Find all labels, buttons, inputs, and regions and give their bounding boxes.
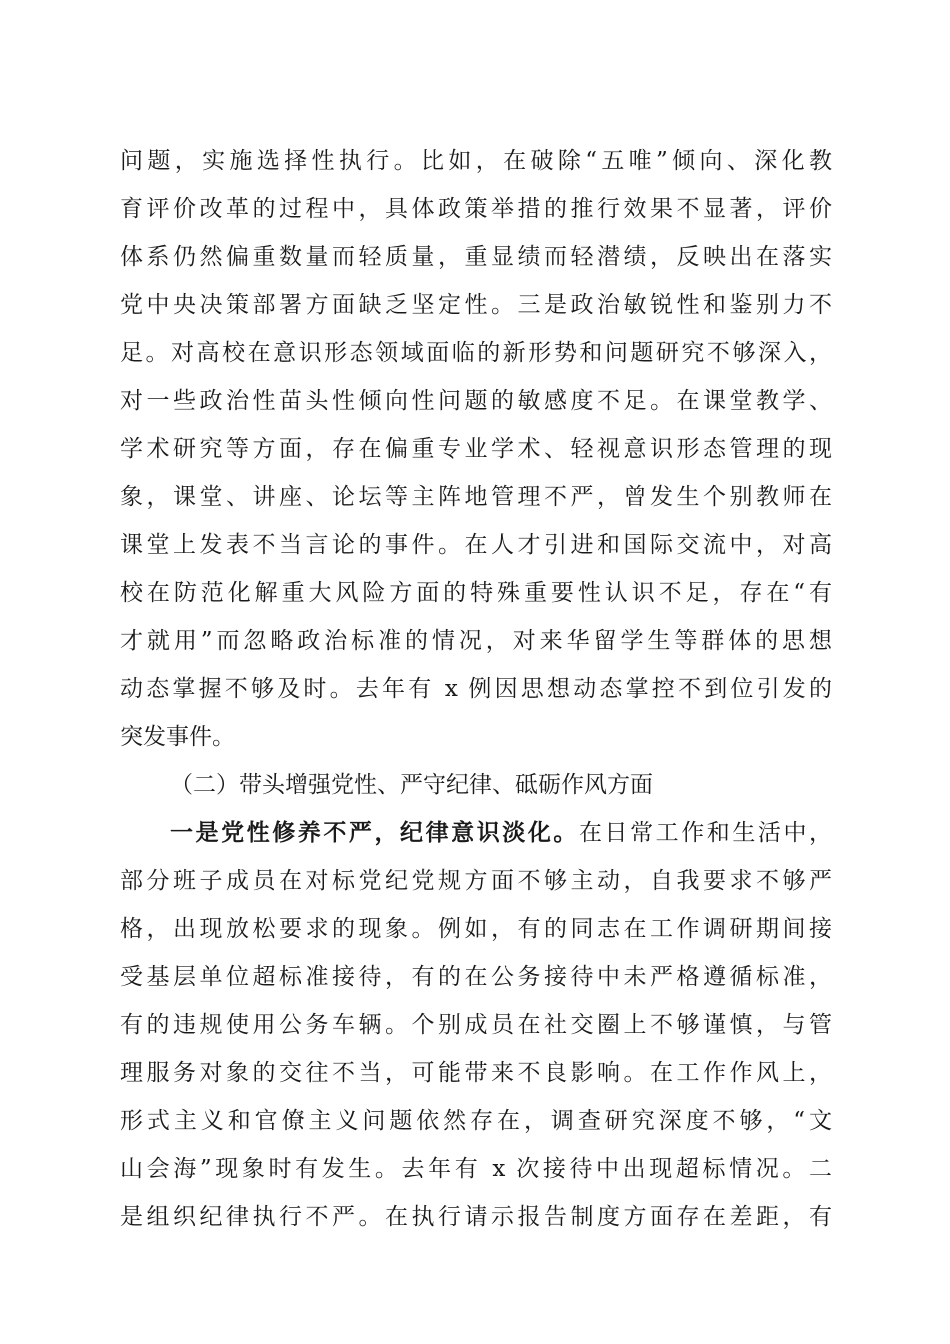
paragraph-2-line-5: 有的违规使用公务车辆。个别成员在社交圈上不够谨慎，与管 — [120, 1012, 832, 1038]
paragraph-1-line-4: 党中央决策部署方面缺乏坚定性。三是政治敏锐性和鉴别力不 — [120, 292, 832, 318]
paragraph-2-line-2: 部分班子成员在对标党纪党规方面不够主动，自我要求不够严 — [120, 868, 832, 894]
paragraph-2-line-3: 格，出现放松要求的现象。例如，有的同志在工作调研期间接 — [120, 916, 832, 942]
paragraph-2-line-1 — [170, 809, 832, 857]
section-heading: （二）带头增强党性、严守纪律、砥砺作风方面 — [170, 772, 653, 798]
paragraph-2-line-4: 受基层单位超标准接待，有的在公务接待中未严格遵循标准， — [120, 964, 832, 990]
paragraph-2-line-9: 是组织纪律执行不严。在执行请示报告制度方面存在差距，有 — [120, 1204, 832, 1230]
paragraph-2-line-6: 理服务对象的交往不当，可能带来不良影响。在工作作风上， — [120, 1060, 832, 1086]
paragraph-1-line-11: 才就用”而忽略政治标准的情况，对来华留学生等群体的思想 — [120, 628, 832, 654]
paragraph-1-line-1: 问题，实施选择性执行。比如，在破除“五唯”倾向、深化教 — [120, 148, 832, 174]
paragraph-1-line-5: 足。对高校在意识形态领域面临的新形势和问题研究不够深入， — [120, 340, 832, 366]
paragraph-1-line-7: 学术研究等方面，存在偏重专业学术、轻视意识形态管理的现 — [120, 436, 832, 462]
paragraph-2-line-1-rest: 在日常工作和生活中， — [578, 820, 833, 846]
paragraph-1-line-9: 课堂上发表不当言论的事件。在人才引进和国际交流中，对高 — [120, 532, 832, 558]
paragraph-1-line-6: 对一些政治性苗头性倾向性问题的敏感度不足。在课堂教学、 — [120, 388, 832, 414]
paragraph-2-line-7: 形式主义和官僚主义问题依然存在，调查研究深度不够，“文 — [120, 1108, 832, 1134]
paragraph-1-line-10: 校在防范化解重大风险方面的特殊重要性认识不足，存在“有 — [120, 580, 832, 606]
paragraph-1-line-8: 象，课堂、讲座、论坛等主阵地管理不严，曾发生个别教师在 — [120, 484, 832, 510]
paragraph-1-line-2: 育评价改革的过程中，具体政策举措的推行效果不显著，评价 — [120, 196, 832, 222]
paragraph-2-lead-phrase: 一是党性修养不严，纪律意识淡化。 — [170, 819, 579, 846]
paragraph-1-line-3: 体系仍然偏重数量而轻质量，重显绩而轻潜绩，反映出在落实 — [120, 244, 832, 270]
paragraph-1-line-12: 动态掌握不够及时。去年有 x 例因思想动态掌控不到位引发的 — [120, 676, 832, 702]
paragraph-2-line-8: 山会海”现象时有发生。去年有 x 次接待中出现超标情况。二 — [120, 1156, 832, 1182]
paragraph-1-line-13: 突发事件。 — [120, 724, 235, 750]
